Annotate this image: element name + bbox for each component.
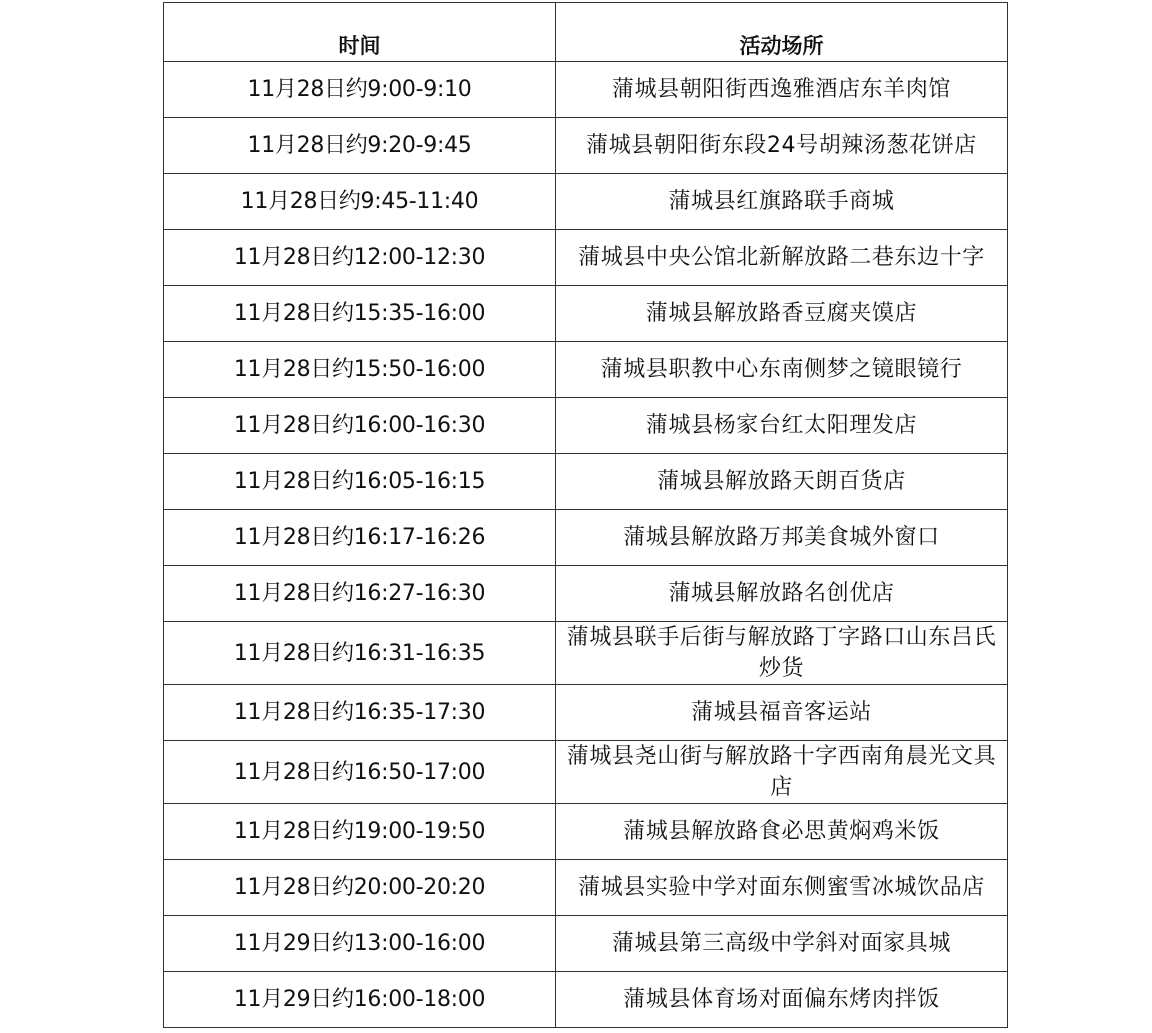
table-row <box>164 566 1008 622</box>
time-cell: 11月28日约15:50-16:00 <box>164 342 556 398</box>
place-cell: 蒲城县职教中心东南侧梦之镜眼镜行 <box>556 342 1008 398</box>
place-cell: 蒲城县中央公馆北新解放路二巷东边十字 <box>556 230 1008 286</box>
table-row <box>164 510 1008 566</box>
time-cell: 11月28日约12:00-12:30 <box>164 230 556 286</box>
table-row <box>164 916 1008 972</box>
place-cell: 蒲城县朝阳街东段24号胡辣汤葱花饼店 <box>556 118 1008 174</box>
time-cell: 11月28日约9:20-9:45 <box>164 118 556 174</box>
place-cell: 蒲城县尧山街与解放路十字西南角晨光文具店 <box>556 741 1008 804</box>
time-cell: 11月28日约15:35-16:00 <box>164 286 556 342</box>
activity-schedule-table <box>163 2 1008 1028</box>
time-cell: 11月28日约16:17-16:26 <box>164 510 556 566</box>
time-cell: 11月28日约16:27-16:30 <box>164 566 556 622</box>
table-row <box>164 685 1008 741</box>
table-row <box>164 342 1008 398</box>
time-cell: 11月28日约16:35-17:30 <box>164 685 556 741</box>
table-row <box>164 972 1008 1028</box>
time-cell: 11月28日约16:05-16:15 <box>164 454 556 510</box>
time-column-header: 时间 <box>164 3 556 62</box>
time-cell: 11月28日约16:31-16:35 <box>164 622 556 685</box>
place-cell: 蒲城县解放路天朗百货店 <box>556 454 1008 510</box>
place-cell: 蒲城县联手后街与解放路丁字路口山东吕氏炒货 <box>556 622 1008 685</box>
place-cell: 蒲城县实验中学对面东侧蜜雪冰城饮品店 <box>556 860 1008 916</box>
place-cell: 蒲城县杨家台红太阳理发店 <box>556 398 1008 454</box>
place-cell: 蒲城县朝阳街西逸雅酒店东羊肉馆 <box>556 62 1008 118</box>
table-row <box>164 454 1008 510</box>
table-row <box>164 286 1008 342</box>
place-cell: 蒲城县第三高级中学斜对面家具城 <box>556 916 1008 972</box>
place-cell: 蒲城县解放路万邦美食城外窗口 <box>556 510 1008 566</box>
table-row <box>164 804 1008 860</box>
table-row <box>164 622 1008 685</box>
table-row <box>164 62 1008 118</box>
time-cell: 11月29日约16:00-18:00 <box>164 972 556 1028</box>
time-cell: 11月28日约16:00-16:30 <box>164 398 556 454</box>
table-row <box>164 118 1008 174</box>
time-cell: 11月29日约13:00-16:00 <box>164 916 556 972</box>
table-row <box>164 741 1008 804</box>
place-cell: 蒲城县福音客运站 <box>556 685 1008 741</box>
time-cell: 11月28日约9:00-9:10 <box>164 62 556 118</box>
table-row <box>164 174 1008 230</box>
place-column-header: 活动场所 <box>556 3 1008 62</box>
place-cell: 蒲城县红旗路联手商城 <box>556 174 1008 230</box>
place-cell: 蒲城县体育场对面偏东烤肉拌饭 <box>556 972 1008 1028</box>
time-cell: 11月28日约16:50-17:00 <box>164 741 556 804</box>
time-cell: 11月28日约19:00-19:50 <box>164 804 556 860</box>
place-cell: 蒲城县解放路名创优店 <box>556 566 1008 622</box>
time-cell: 11月28日约9:45-11:40 <box>164 174 556 230</box>
table-row <box>164 398 1008 454</box>
table-row <box>164 230 1008 286</box>
place-cell: 蒲城县解放路食必思黄焖鸡米饭 <box>556 804 1008 860</box>
time-cell: 11月28日约20:00-20:20 <box>164 860 556 916</box>
table-row <box>164 860 1008 916</box>
place-cell: 蒲城县解放路香豆腐夹馍店 <box>556 286 1008 342</box>
table-header-row <box>164 3 1008 62</box>
